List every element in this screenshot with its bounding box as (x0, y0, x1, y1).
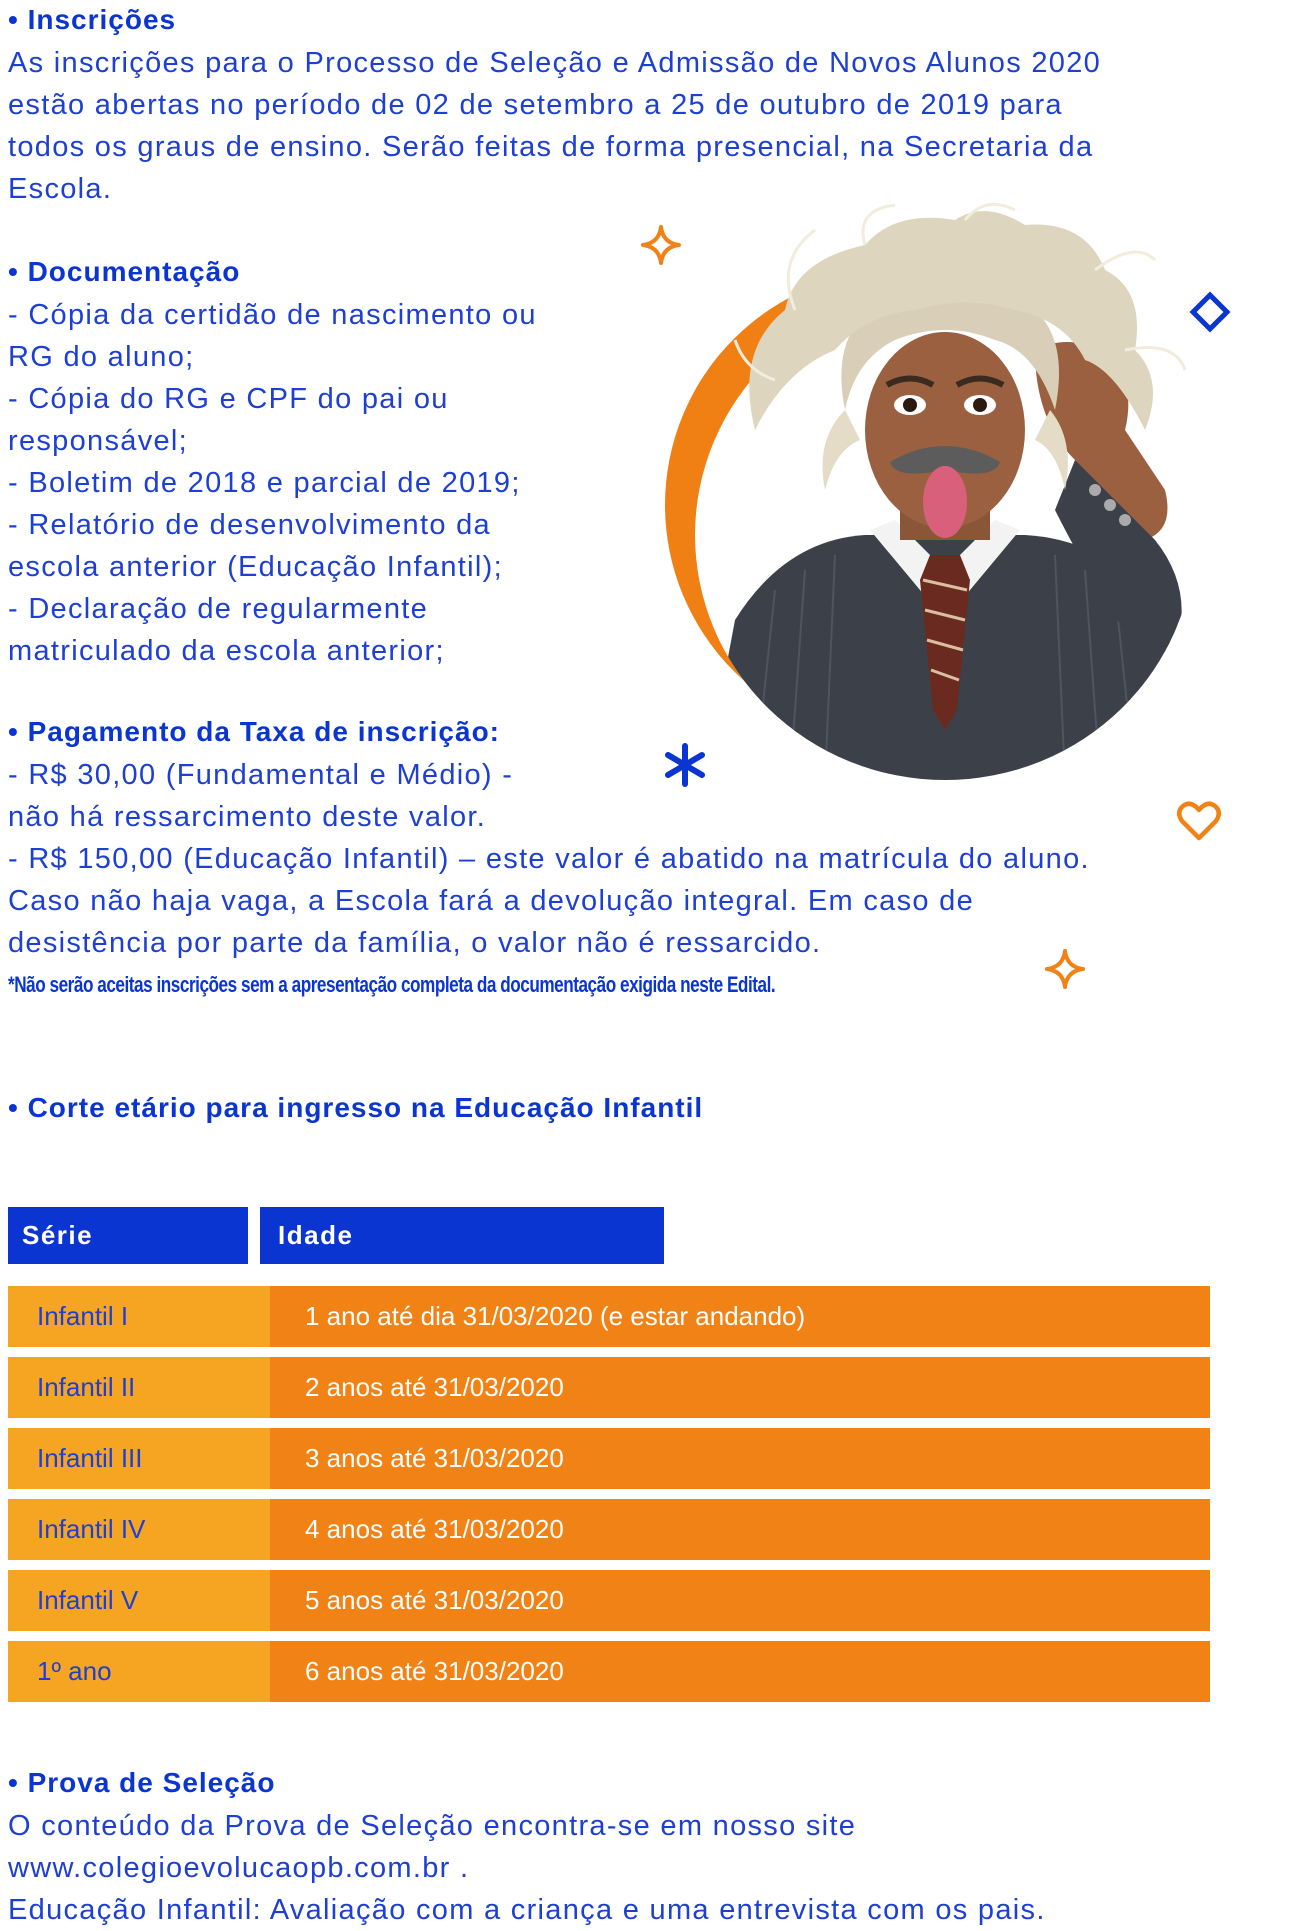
documentacao-list (8, 294, 537, 672)
site-link[interactable]: www.colegioevolucaopb.com.br . (8, 1852, 470, 1884)
idade-cell: 6 anos até 31/03/2020 (270, 1641, 1210, 1702)
serie-cell: Infantil II (8, 1357, 270, 1418)
documentacao-line: - Declaração de regularmente (8, 593, 429, 625)
corte-title: • Corte etário para ingresso na Educação Infantil (8, 1092, 704, 1123)
diamond-icon (1188, 290, 1232, 334)
serie-cell: Infantil III (8, 1428, 270, 1489)
table-row (8, 1428, 1210, 1489)
documentacao-line: RG do aluno; (8, 341, 195, 373)
pagamento-line: não há ressarcimento deste valor. (8, 801, 487, 833)
table-row (8, 1570, 1210, 1631)
inscricoes-line: todos os graus de ensino. Serão feitas de forma presencial, na Secretaria da (8, 131, 1094, 163)
table-row (8, 1357, 1210, 1418)
documentacao-line: matriculado da escola anterior; (8, 635, 445, 667)
serie-cell: 1º ano (8, 1641, 270, 1702)
pagamento-text (8, 754, 1090, 964)
documentacao-line: - Cópia da certidão de nascimento ou (8, 299, 537, 331)
inscricoes-text (8, 42, 1101, 210)
prova-text (8, 1805, 1046, 1931)
table-row (8, 1286, 1210, 1347)
documentacao-line: - Cópia do RG e CPF do pai ou (8, 383, 449, 415)
inscricoes-line: As inscrições para o Processo de Seleção e Admissão de Novos Alunos 2020 (8, 47, 1102, 79)
serie-cell: Infantil V (8, 1570, 270, 1631)
idade-cell: 1 ano até dia 31/03/2020 (e estar andando) (270, 1286, 1210, 1347)
pagamento-line: - R$ 30,00 (Fundamental e Médio) - (8, 759, 514, 791)
serie-cell: Infantil IV (8, 1499, 270, 1560)
pagamento-line: - R$ 150,00 (Educação Infantil) – este valor é abatido na matrícula do aluno. (8, 843, 1090, 875)
pagamento-title: • Pagamento da Taxa de inscrição: (8, 716, 500, 747)
documentation-note: *Não serão aceitas inscrições sem a apresentação completa da documentação exigida neste Edital. (8, 972, 776, 997)
table-header-serie: Série (8, 1207, 248, 1264)
idade-cell: 5 anos até 31/03/2020 (270, 1570, 1210, 1631)
inscricoes-title: • Inscrições (8, 4, 177, 35)
serie-cell: Infantil I (8, 1286, 270, 1347)
table-row (8, 1499, 1210, 1560)
table-row (8, 1641, 1210, 1702)
pagamento-line: desistência por parte da família, o valor não é ressarcido. (8, 927, 822, 959)
idade-cell: 4 anos até 31/03/2020 (270, 1499, 1210, 1560)
documentacao-line: - Boletim de 2018 e parcial de 2019; (8, 467, 521, 499)
documentacao-title: • Documentação (8, 256, 241, 287)
prova-line: Educação Infantil: Avaliação com a criança e uma entrevista com os pais. (8, 1894, 1046, 1926)
inscricoes-line: estão abertas no período de 02 de setembro a 25 de outubro de 2019 para (8, 89, 1063, 121)
idade-cell: 3 anos até 31/03/2020 (270, 1428, 1210, 1489)
sparkle-icon (640, 224, 682, 266)
documentacao-line: responsável; (8, 425, 189, 457)
inscricoes-line: Escola. (8, 173, 113, 205)
prova-title: • Prova de Seleção (8, 1767, 276, 1798)
idade-cell: 2 anos até 31/03/2020 (270, 1357, 1210, 1418)
prova-line: O conteúdo da Prova de Seleção encontra-se em nosso site (8, 1810, 857, 1842)
documentacao-line: - Relatório de desenvolvimento da (8, 509, 491, 541)
table-header-idade: Idade (260, 1207, 664, 1264)
heart-icon (1176, 800, 1222, 842)
pagamento-line: Caso não haja vaga, a Escola fará a devolução integral. Em caso de (8, 885, 975, 917)
documentacao-line: escola anterior (Educação Infantil); (8, 551, 503, 583)
